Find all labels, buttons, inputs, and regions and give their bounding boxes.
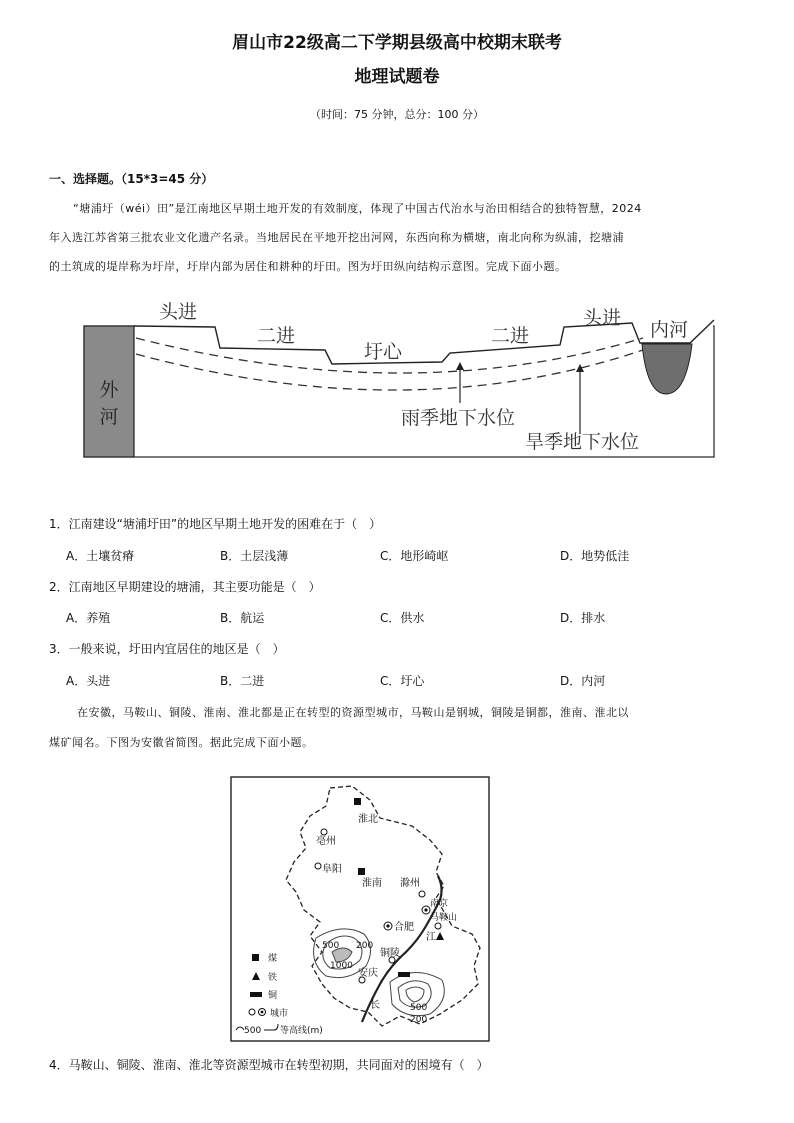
section-heading: 一、选择题。（15*3=45 分）: [49, 172, 214, 186]
legend-contour-value: 500: [244, 1026, 262, 1036]
q2-option-b[interactable]: B．航运: [220, 611, 265, 625]
question-2-stem: 2．江南地区早期建设的塘浦，其主要功能是（ ）: [49, 580, 321, 594]
time-info: （时间：75 分钟，总分：100 分）: [310, 108, 484, 121]
inner-river-label: 内河: [649, 319, 689, 341]
city-dot-bozhou: [321, 829, 327, 835]
coal-symbol-huaibei: [354, 798, 361, 805]
outer-river-label-1: 外: [99, 379, 119, 401]
city-label-fuyang: 阜阳: [322, 864, 342, 875]
legend-copper-label: 铜: [268, 991, 278, 1001]
inner-river-water: [642, 344, 692, 394]
outer-river-label-2: 河: [99, 406, 119, 428]
q1-option-d[interactable]: D．地势低洼: [560, 549, 630, 563]
city-label-hefei: 合肥: [394, 922, 414, 933]
legend-coal-label: 煤: [268, 954, 278, 964]
exam-subtitle: 地理试题卷: [354, 67, 440, 87]
legend-city-dot: [249, 1009, 255, 1015]
intro2-line2: 煤矿闻名。下图为安徽省简图。据此完成下面小题。: [49, 736, 314, 749]
anhui-map: [230, 776, 490, 1042]
river-label-chang: 长: [370, 1000, 380, 1011]
copper-symbol: [398, 972, 410, 977]
q2-option-a[interactable]: A．养殖: [66, 611, 111, 625]
legend-contour-label: 等高线(m): [280, 1026, 323, 1036]
rain-water-label: 雨季地下水位: [400, 407, 516, 429]
q1-option-b[interactable]: B．土层浅薄: [220, 549, 289, 563]
city-dot-maanshan: [435, 923, 441, 929]
city-dot-chuzhou: [419, 891, 425, 897]
q1-option-a[interactable]: A．土壤贫瘠: [66, 549, 135, 563]
city-label-chuzhou: 滁州: [400, 878, 420, 889]
coal-symbol-huainan: [358, 868, 365, 875]
q3-option-a[interactable]: A．头进: [66, 674, 111, 688]
q3-option-d[interactable]: D．内河: [560, 674, 606, 688]
intro1-line1: “塘浦圩（wéi）田”是江南地区早期土地开发的有效制度，体现了中国古代治水与治田相结合的独特智慧，2024: [73, 202, 642, 215]
question-1-stem: 1．江南建设“塘浦圩田”的地区早期土地开发的困难在于（ ）: [49, 517, 382, 531]
q3-option-b[interactable]: B．二进: [220, 674, 265, 688]
er-jin-right-label: 二进: [490, 325, 530, 347]
city-label-maanshan: 马鞍山: [430, 913, 458, 923]
river-label-jiang: 江: [426, 932, 436, 943]
city-label-anqing: 安庆: [358, 968, 378, 979]
city-label-tongling: 铜陵: [380, 948, 400, 959]
question-3-stem: 3．一般来说，圩田内宜居住的地区是（ ）: [49, 642, 285, 656]
contour-label-200-s: 200: [410, 1015, 428, 1025]
q2-option-c[interactable]: C．供水: [380, 611, 425, 625]
contour-label-500-sw: 500: [322, 941, 340, 951]
q1-option-c[interactable]: C．地形崎岖: [380, 549, 449, 563]
city-dot-fuyang: [315, 863, 321, 869]
intro1-line3: 的土筑成的堤岸称为圩岸，圩岸内部为居住和耕种的圩田。图为圩田纵向结构示意图。完成下面小题。: [49, 260, 567, 273]
dry-water-label: 旱季地下水位: [524, 431, 640, 453]
legend-copper-symbol: [250, 992, 262, 997]
q2-option-d[interactable]: D．排水: [560, 611, 606, 625]
intro2-line1: 在安徽，马鞍山、铜陵、淮南、淮北都是正在转型的资源型城市，马鞍山是钢城，铜陵是铜都，淮南、淮北以: [77, 706, 629, 719]
contour-label-500-s: 500: [410, 1003, 428, 1013]
city-label-huaibei: 淮北: [358, 814, 378, 825]
legend-coal-symbol: [252, 954, 259, 961]
intro1-line2: 年入选江苏省第三批农业文化遗产名录。当地居民在平地开挖出河网，东西向称为横塘，南北向称为纵浦，挖塘浦: [49, 231, 624, 244]
city-label-bozhou: 亳州: [316, 836, 336, 847]
city-label-nanjing: 南京: [430, 899, 449, 909]
er-jin-left-label: 二进: [256, 325, 296, 347]
tou-jin-right-label: 头进: [582, 307, 622, 329]
yu-xin-label: 圩心: [363, 341, 403, 363]
question-4-stem: 4．马鞍山、铜陵、淮南、淮北等资源型城市在转型初期，共同面对的困境有（ ）: [49, 1058, 489, 1072]
polder-diagram: [80, 298, 720, 462]
tou-jin-left-label: 头进: [158, 301, 198, 323]
legend-city-label: 城市: [270, 1009, 289, 1019]
q3-option-c[interactable]: C．圩心: [380, 674, 425, 688]
exam-title: 眉山市22级高二下学期县级高中校期末联考: [232, 33, 562, 53]
contour-label-200-sw: 200: [356, 941, 374, 951]
city-label-huainan: 淮南: [362, 878, 382, 889]
legend-iron-label: 铁: [268, 973, 278, 983]
contour-label-1000: 1000: [330, 961, 353, 971]
